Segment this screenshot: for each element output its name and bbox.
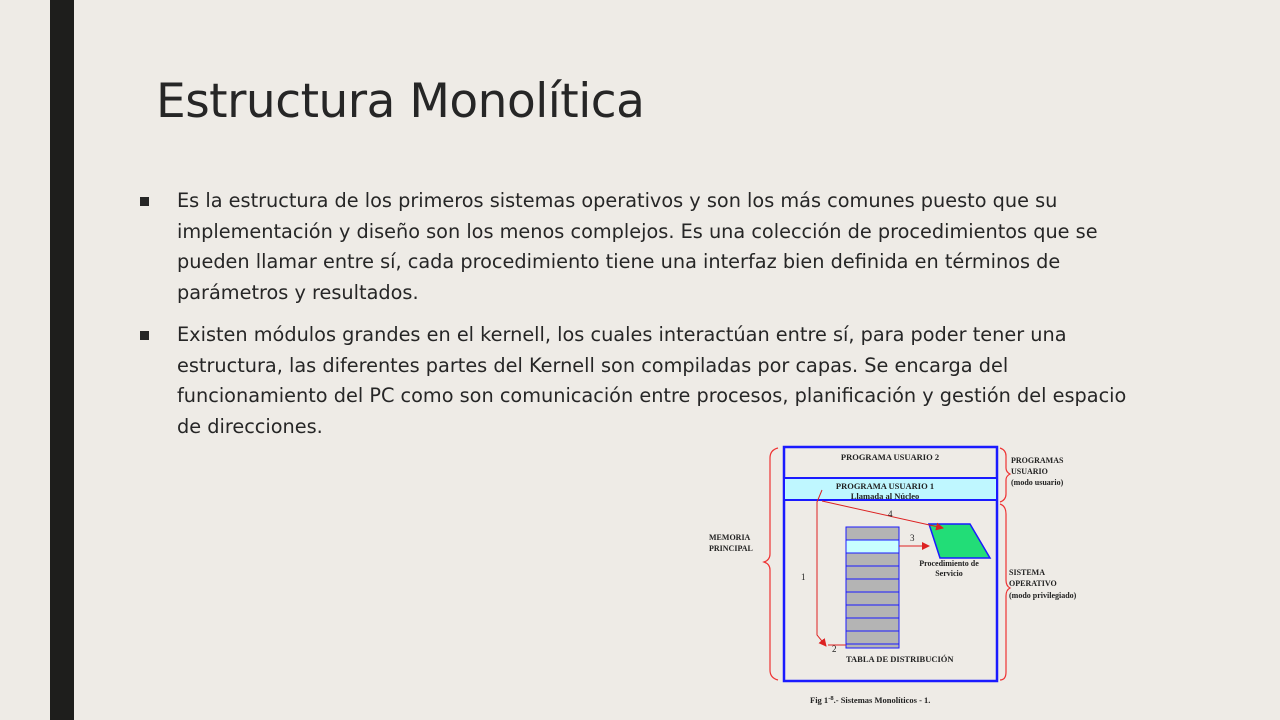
sistema-label-3: (modo privilegiado) (1009, 591, 1077, 600)
memoria-brace (764, 448, 778, 680)
bullet-text: Es la estructura de los primeros sistemas operativos y son los más comunes puesto que su implementación y diseño son los menos complejos. Es una colección de procedimientos que se pueden llamar entre sí, cada procedimiento tiene una interfaz bien definida en términos de parámetros y resultados. (177, 189, 1098, 304)
memoria-label-1: MEMORIA (709, 533, 751, 542)
procedimiento-label-2: Servicio (935, 569, 963, 578)
caption-sup: -8 (828, 695, 834, 702)
programa-usuario-2-label: PROGRAMA USUARIO 2 (840, 452, 940, 462)
procedimiento-label-1: Procedimiento de (919, 559, 979, 568)
memoria-label-2: PRINCIPAL (709, 544, 753, 553)
caption-text: .- Sistemas Monolíticos - 1. (833, 695, 931, 705)
procedimiento-servicio-shape (929, 524, 990, 558)
step-1-label: 1 (801, 572, 806, 582)
bullet-text: Existen módulos grandes en el kernell, los cuales interactúan entre sí, para poder tener una estructura, las diferentes partes del Kernell son compiladas por capas. Se encarga del funcionamiento del PC como son comunicación entre procesos, planificación y gestión del espacio de direcciones. (177, 323, 1127, 438)
figure-caption (810, 695, 930, 705)
sistema-label-1: SISTEMA (1009, 568, 1046, 577)
programas-label-2: USUARIO (1011, 467, 1048, 476)
bullet-item (140, 186, 1140, 308)
bullet-square-icon (140, 197, 149, 206)
left-accent-bar (50, 0, 74, 720)
step-3-label: 3 (910, 533, 915, 543)
programas-label-1: PROGRAMAS (1011, 456, 1064, 465)
arrow-step-4 (822, 501, 943, 528)
programa-usuario-1-label: PROGRAMA USUARIO 1 (835, 481, 935, 491)
sistema-label-2: OPERATIVO (1009, 579, 1057, 588)
bullet-list (140, 186, 1140, 454)
bullet-item (140, 320, 1140, 442)
diagram-svg (700, 440, 1100, 712)
monolithic-os-diagram (700, 440, 1100, 712)
programas-label-3: (modo usuario) (1011, 478, 1064, 487)
tabla-distribucion-label: TABLA DE DISTRIBUCIÓN (846, 654, 954, 664)
step-4-label: 4 (888, 509, 893, 519)
step-2-label: 2 (832, 644, 837, 654)
caption-fig: Fig 1 (810, 695, 829, 705)
bullet-square-icon (140, 331, 149, 340)
slide-title: Estructura Monolítica (156, 74, 645, 129)
llamada-nucleo-label: Llamada al Núcleo (850, 491, 920, 501)
distribution-table (846, 527, 899, 648)
arrow-step-1 (817, 490, 826, 646)
programas-brace (1000, 448, 1010, 502)
